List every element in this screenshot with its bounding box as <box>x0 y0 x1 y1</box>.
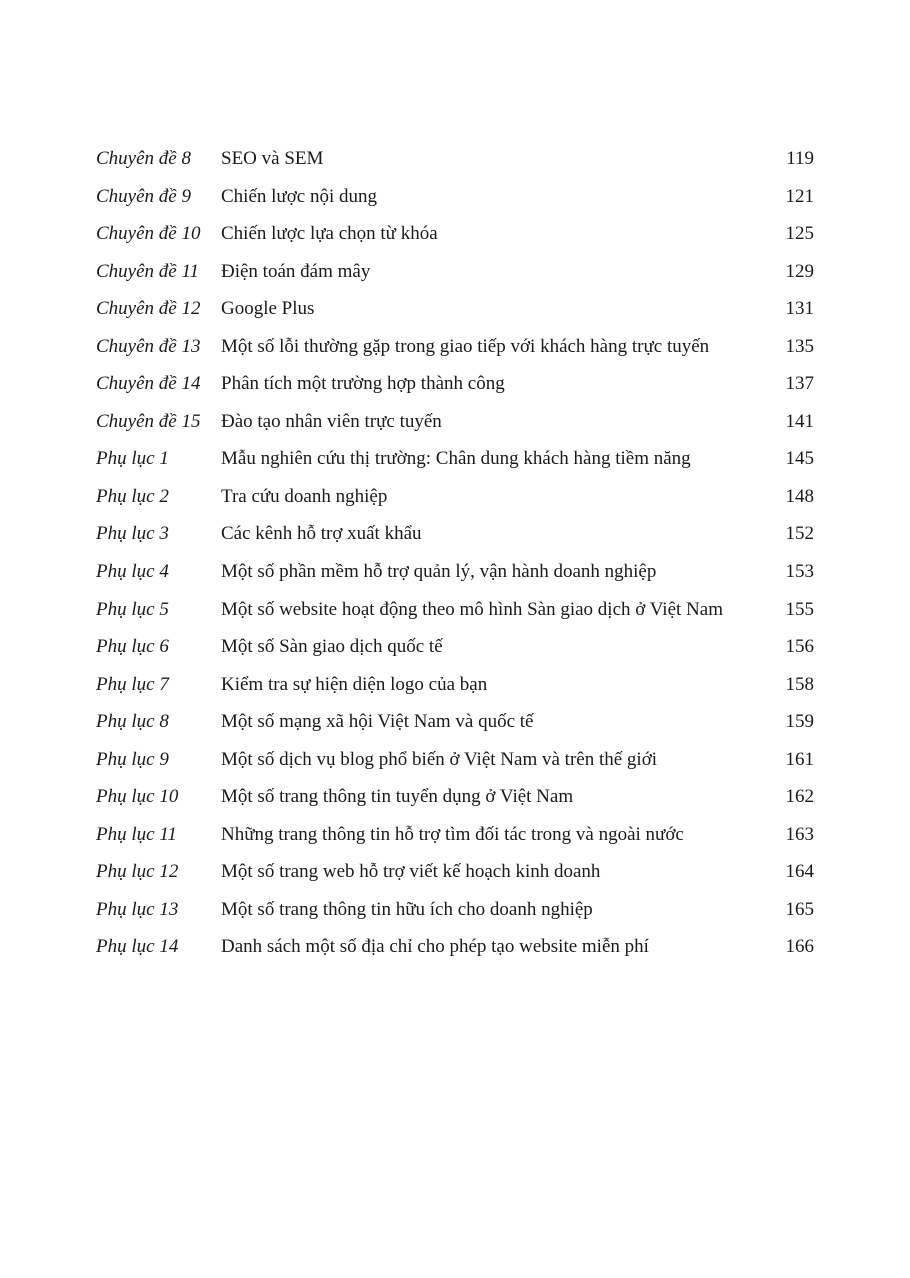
toc-entry-page: 129 <box>785 260 814 282</box>
toc-entry-page: 166 <box>785 936 814 958</box>
toc-entry-title: Phân tích một trường hợp thành công <box>221 373 505 395</box>
toc-entry-label: Phụ lục 11 <box>96 823 177 845</box>
toc-entry-title: Một số Sàn giao dịch quốc tế <box>221 636 443 658</box>
toc-entry <box>96 328 814 366</box>
toc-entry-label: Phụ lục 8 <box>96 711 169 733</box>
toc-entry-label: Phụ lục 14 <box>96 936 179 958</box>
toc-entry <box>96 591 814 629</box>
toc-entry <box>96 628 814 666</box>
toc-entry-label: Chuyên đề 10 <box>96 223 201 245</box>
toc-entry <box>96 515 814 553</box>
toc-entry-title: Một số dịch vụ blog phổ biến ở Việt Nam và trên thế giới <box>221 748 658 770</box>
toc-entry-page: 158 <box>785 673 814 695</box>
toc-entry-label: Phụ lục 9 <box>96 748 169 770</box>
toc-entry-page: 164 <box>785 861 814 883</box>
toc-entry <box>96 253 814 291</box>
toc-entry-label: Phụ lục 4 <box>96 561 169 583</box>
toc-entry-page: 141 <box>785 410 814 432</box>
toc-entry <box>96 553 814 591</box>
toc-entry-label: Phụ lục 6 <box>96 636 169 658</box>
toc-entry <box>96 365 814 403</box>
toc-entry-title: Mẫu nghiên cứu thị trường: Chân dung khách hàng tiềm năng <box>221 448 691 470</box>
toc-entry-title: Danh sách một số địa chỉ cho phép tạo website miễn phí <box>221 936 649 958</box>
toc-entry-page: 163 <box>785 823 814 845</box>
toc-entry <box>96 778 814 816</box>
toc-entry-label: Chuyên đề 9 <box>96 185 191 207</box>
toc-entry-label: Chuyên đề 15 <box>96 410 201 432</box>
toc-entry-page: 156 <box>785 636 814 658</box>
toc-entry <box>96 290 814 328</box>
toc-entry-label: Chuyên đề 11 <box>96 260 200 282</box>
toc-entry-page: 137 <box>785 373 814 395</box>
toc-entry-page: 155 <box>785 598 814 620</box>
toc-entry-label: Phụ lục 7 <box>96 673 169 695</box>
toc-entry-title: Những trang thông tin hỗ trợ tìm đối tác trong và ngoài nước <box>221 823 684 845</box>
toc-entry-title: Một số lỗi thường gặp trong giao tiếp với khách hàng trực tuyến <box>221 335 710 357</box>
toc-entry-title: SEO và SEM <box>221 148 324 169</box>
toc-entry-page: 159 <box>785 711 814 733</box>
toc-entry-label: Phụ lục 1 <box>96 448 169 470</box>
toc-entry <box>96 853 814 891</box>
toc-entry-page: 161 <box>785 748 814 770</box>
toc-entry-page: 131 <box>785 298 814 320</box>
toc-entry-label: Phụ lục 3 <box>96 523 169 545</box>
toc-entry-title: Chiến lược lựa chọn từ khóa <box>221 223 438 245</box>
toc-entry <box>96 891 814 929</box>
toc-entry-title: Một số trang web hỗ trợ viết kế hoạch kinh doanh <box>221 861 601 883</box>
toc-entry-title: Google Plus <box>221 298 315 320</box>
toc-entry-title: Một số mạng xã hội Việt Nam và quốc tế <box>221 711 534 733</box>
toc-entry-page: 162 <box>785 786 814 808</box>
toc-entry <box>96 928 814 966</box>
toc-entry-title: Một số trang thông tin tuyển dụng ở Việt Nam <box>221 786 574 808</box>
toc-entry <box>96 140 814 178</box>
toc-entry-label: Phụ lục 10 <box>96 786 179 808</box>
toc-entry-title: Điện toán đám mây <box>221 260 371 282</box>
table-of-contents <box>96 140 814 966</box>
toc-entry-title: Tra cứu doanh nghiệp <box>221 485 388 507</box>
toc-entry-page: 119 <box>786 148 814 169</box>
toc-entry-page: 121 <box>785 185 814 207</box>
toc-entry-page: 153 <box>785 561 814 583</box>
toc-entry <box>96 215 814 253</box>
toc-entry-page: 165 <box>785 898 814 920</box>
toc-entry-label: Phụ lục 2 <box>96 485 169 507</box>
toc-entry-page: 148 <box>785 485 814 507</box>
toc-entry-label: Phụ lục 13 <box>96 898 179 920</box>
toc-entry <box>96 178 814 216</box>
toc-entry-title: Một số phần mềm hỗ trợ quản lý, vận hành doanh nghiệp <box>221 561 657 583</box>
toc-entry-page: 152 <box>785 523 814 545</box>
toc-entry-label: Chuyên đề 12 <box>96 298 201 320</box>
toc-entry-title: Đào tạo nhân viên trực tuyến <box>221 410 442 432</box>
toc-entry <box>96 703 814 741</box>
toc-entry <box>96 403 814 441</box>
toc-entry <box>96 741 814 779</box>
toc-entry-title: Chiến lược nội dung <box>221 185 377 207</box>
toc-entry-label: Chuyên đề 8 <box>96 148 191 169</box>
toc-entry-title: Các kênh hỗ trợ xuất khẩu <box>221 523 422 545</box>
toc-entry-label: Chuyên đề 13 <box>96 335 201 357</box>
toc-entry-title: Một số website hoạt động theo mô hình Sàn giao dịch ở Việt Nam <box>221 598 723 620</box>
toc-entry-label: Phụ lục 5 <box>96 598 169 620</box>
toc-entry-page: 125 <box>785 223 814 245</box>
toc-entry <box>96 478 814 516</box>
toc-entry <box>96 440 814 478</box>
toc-entry <box>96 816 814 854</box>
toc-entry-title: Kiểm tra sự hiện diện logo của bạn <box>221 673 488 695</box>
toc-entry <box>96 666 814 704</box>
toc-entry-title: Một số trang thông tin hữu ích cho doanh nghiệp <box>221 898 593 920</box>
toc-entry-label: Phụ lục 12 <box>96 861 179 883</box>
toc-entry-page: 135 <box>785 335 814 357</box>
toc-entry-page: 145 <box>785 448 814 470</box>
toc-entry-label: Chuyên đề 14 <box>96 373 201 395</box>
